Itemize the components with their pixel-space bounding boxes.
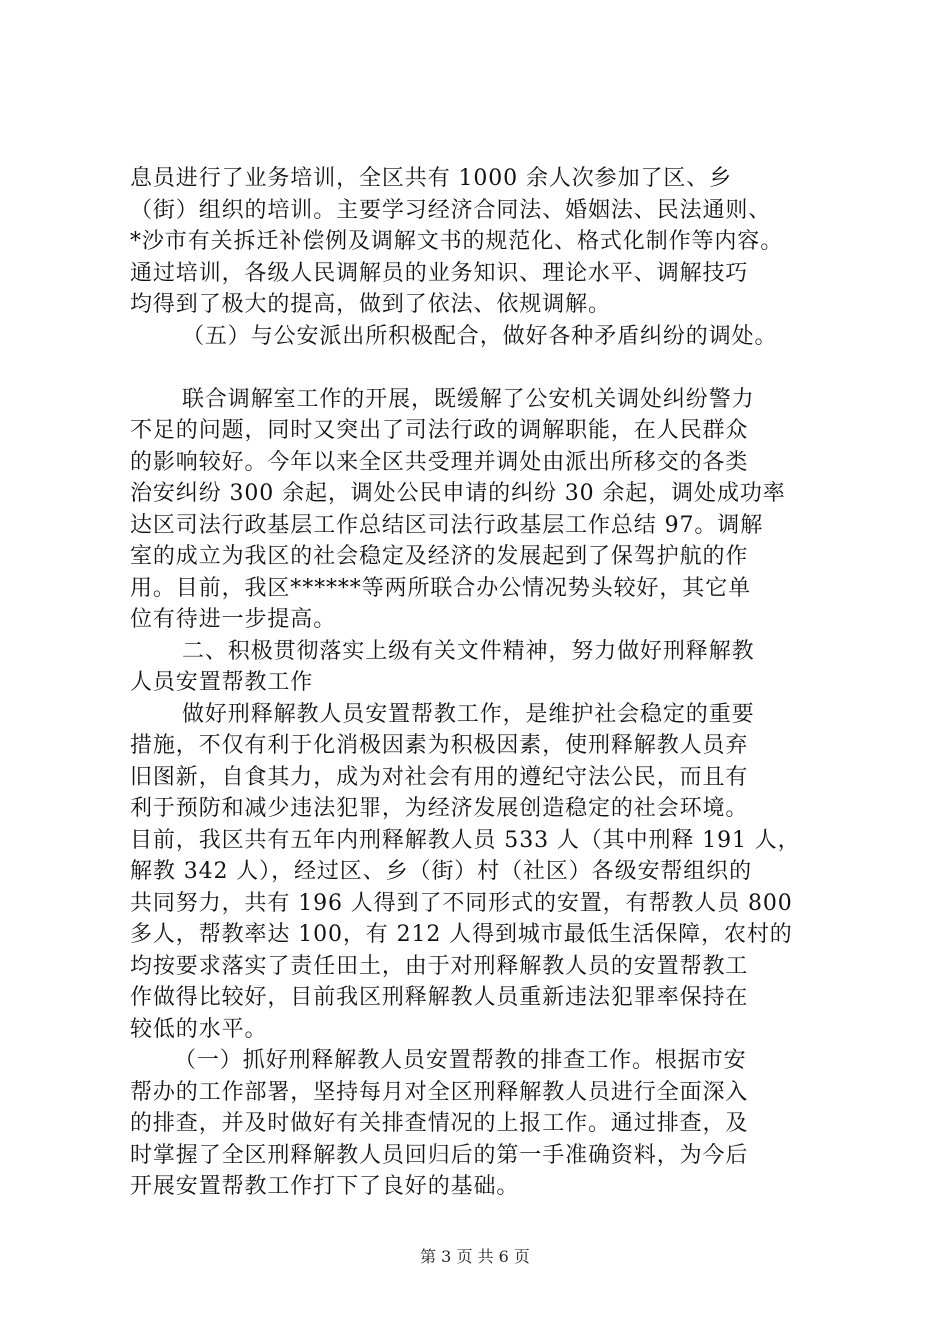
section-heading-two: 二、积极贯彻落实上级有关文件精神，努力做好刑释解教 bbox=[182, 638, 755, 664]
text-line: 用。目前，我区******等两所联合办公情况势头较好，其它单 bbox=[130, 575, 752, 601]
text-line: 开展安置帮教工作打下了良好的基础。 bbox=[130, 1174, 520, 1199]
text-line: 位有待进一步提高。 bbox=[130, 607, 337, 632]
text-line: 帮办的工作部署，坚持每月对全区刑释解教人员进行全面深入 bbox=[130, 1079, 749, 1105]
text-line: 室的成立为我区的社会稳定及经济的发展起到了保驾护航的作 bbox=[130, 544, 749, 569]
text-line: 息员进行了业务培训，全区共有 1000 余人次参加了区、乡 bbox=[130, 166, 733, 191]
subsection-heading-one: （一）抓好刑释解教人员安置帮教的排查工作。根据市安 bbox=[174, 1048, 747, 1073]
text-line: 较低的水平。 bbox=[130, 1016, 268, 1042]
document-body bbox=[130, 163, 830, 1203]
text-line: 旧图新，自食其力，成为对社会有用的遵纪守法公民，而且有 bbox=[130, 764, 749, 790]
text-line: 达区司法行政基层工作总结区司法行政基层工作总结 97。调解 bbox=[130, 512, 764, 538]
section-heading-five: （五）与公安派出所积极配合，做好各种矛盾纠纷的调处。 bbox=[182, 323, 778, 349]
text-line: 作做得比较好，目前我区刑释解教人员重新违法犯罪率保持在 bbox=[130, 985, 749, 1010]
text-line: 目前，我区共有五年内刑释解教人员 533 人（其中刑释 191 人， bbox=[130, 827, 801, 853]
text-line: （街）组织的培训。主要学习经济合同法、婚姻法、民法通则、 bbox=[130, 197, 772, 223]
paragraph-gap bbox=[130, 352, 830, 384]
text-line: 的影响较好。今年以来全区共受理并调处由派出所移交的各类 bbox=[130, 449, 749, 475]
page-number-footer: 第 3 页 共 6 页 bbox=[420, 1247, 530, 1266]
text-line: 共同努力，共有 196 人得到了不同形式的安置，有帮教人员 800 bbox=[130, 890, 793, 916]
text-line: 做好刑释解教人员安置帮教工作，是维护社会稳定的重要 bbox=[182, 701, 755, 727]
text-line: 均得到了极大的提高，做到了依法、依规调解。 bbox=[130, 292, 611, 317]
text-line: 时掌握了全区刑释解教人员回归后的第一手准确资料，为今后 bbox=[130, 1142, 749, 1168]
text-line: 均按要求落实了责任田土，由于对刑释解教人员的安置帮教工 bbox=[130, 953, 749, 979]
text-line: 的排查，并及时做好有关排查情况的上报工作。通过排查，及 bbox=[130, 1111, 749, 1136]
text-line: 多人，帮教率达 100，有 212 人得到城市最低生活保障，农村的 bbox=[130, 922, 793, 947]
text-line: 解教 342 人），经过区、乡（街）村（社区）各级安帮组织的 bbox=[130, 859, 752, 884]
text-line: 不足的问题，同时又突出了司法行政的调解职能，在人民群众 bbox=[130, 418, 749, 443]
text-line: 措施，不仅有利于化消极因素为积极因素，使刑释解教人员弃 bbox=[130, 733, 749, 758]
text-line: 联合调解室工作的开展，既缓解了公安机关调处纠纷警力 bbox=[182, 386, 755, 412]
text-line: 利于预防和减少违法犯罪，为经济发展创造稳定的社会环境。 bbox=[130, 796, 749, 821]
section-heading-two-cont: 人员安置帮教工作 bbox=[130, 670, 314, 695]
text-line: *沙市有关拆迁补偿例及调解文书的规范化、格式化制作等内容。 bbox=[130, 229, 784, 254]
text-line: 治安纠纷 300 余起，调处公民申请的纠纷 30 余起，调处成功率 bbox=[130, 481, 786, 506]
text-line: 通过培训，各级人民调解员的业务知识、理论水平、调解技巧 bbox=[130, 260, 749, 286]
